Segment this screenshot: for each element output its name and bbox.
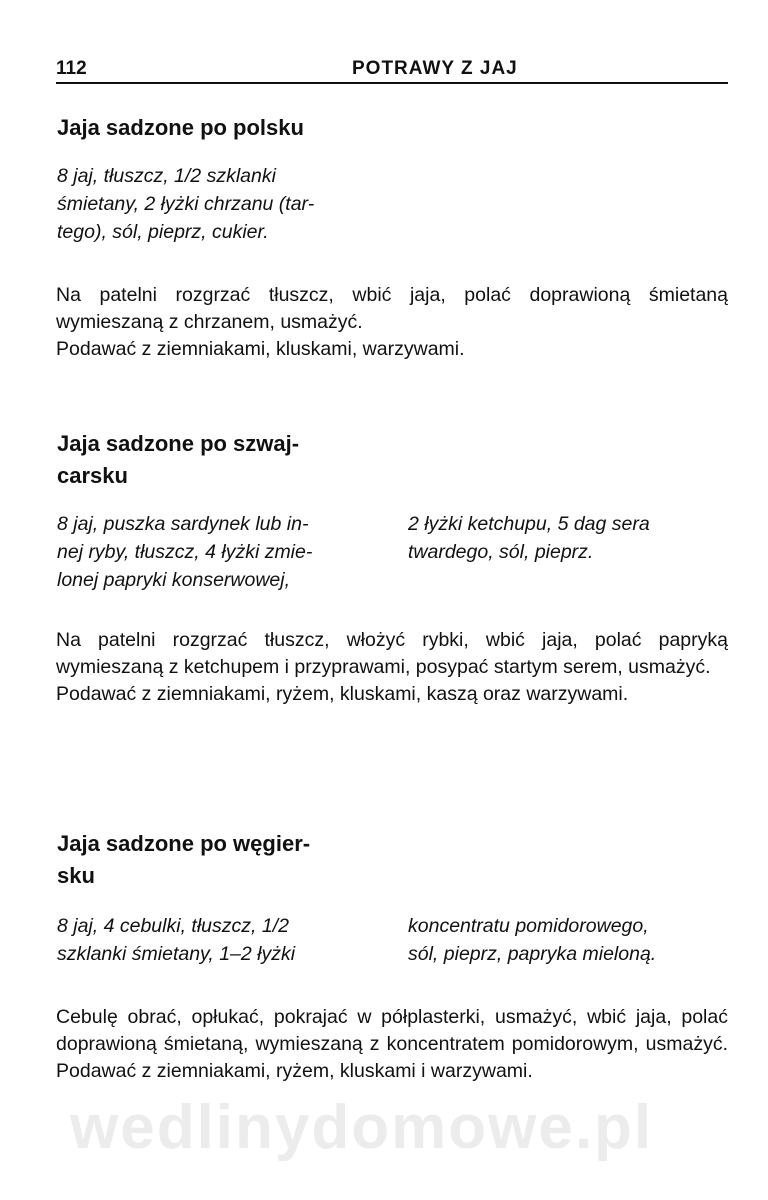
recipe-instructions	[56, 282, 728, 363]
watermark: wedlinydomowe.pl	[70, 1093, 654, 1162]
recipe-instructions	[56, 1004, 728, 1085]
recipe-title: Jaja sadzone po polsku	[57, 115, 304, 140]
page-number: 112	[56, 58, 87, 79]
instruction-paragraph: Podawać z ziemniakami, ryżem, kluskami, kaszą oraz warzywami.	[56, 683, 629, 705]
instruction-paragraph: Na patelni rozgrzać tłuszcz, włożyć rybki, wbić jaja, polać papryką wymieszaną z ketchupem i przyprawami, posypać startym serem, usmażyć.	[56, 629, 728, 678]
page-header	[56, 56, 728, 84]
ingredients-left: 8 jaj, 4 cebulki, tłuszcz, 1/2 szklanki śmietany, 1–2 łyżki	[57, 915, 296, 965]
ingredients-left: 8 jaj, puszka sardynek lub in- nej ryby, tłuszcz, 4 łyżki zmie- lonej papryki konserwowej,	[57, 513, 313, 591]
ingredients-right: koncentratu pomidorowego, sól, pieprz, papryka mieloną.	[408, 915, 657, 965]
ingredients-left: 8 jaj, tłuszcz, 1/2 szklanki śmietany, 2 łyżki chrzanu (tar- tego), sól, pieprz, cukier.	[57, 165, 315, 243]
instruction-paragraph: Na patelni rozgrzać tłuszcz, wbić jaja, polać doprawioną śmietaną wymieszaną z chrzanem, usmażyć.	[56, 284, 728, 333]
recipe-title: Jaja sadzone po węgier- sku	[57, 831, 311, 888]
recipe-title: Jaja sadzone po szwaj- carsku	[57, 431, 300, 488]
recipe-instructions	[56, 627, 728, 708]
instruction-paragraph: Podawać z ziemniakami, kluskami, warzywami.	[56, 338, 465, 360]
ingredients-right: 2 łyżki ketchupu, 5 dag sera twardego, sól, pieprz.	[408, 513, 650, 563]
instruction-paragraph: Cebulę obrać, opłukać, pokrajać w półplasterki, usmażyć, wbić jaja, polać doprawioną śmietaną, wymieszaną z koncentratem pomidorowym, usmażyć. Podawać z ziemniakami, ryżem, kluskami i warzywami.	[56, 1006, 728, 1082]
running-title: POTRAWY Z JAJ	[352, 58, 518, 79]
